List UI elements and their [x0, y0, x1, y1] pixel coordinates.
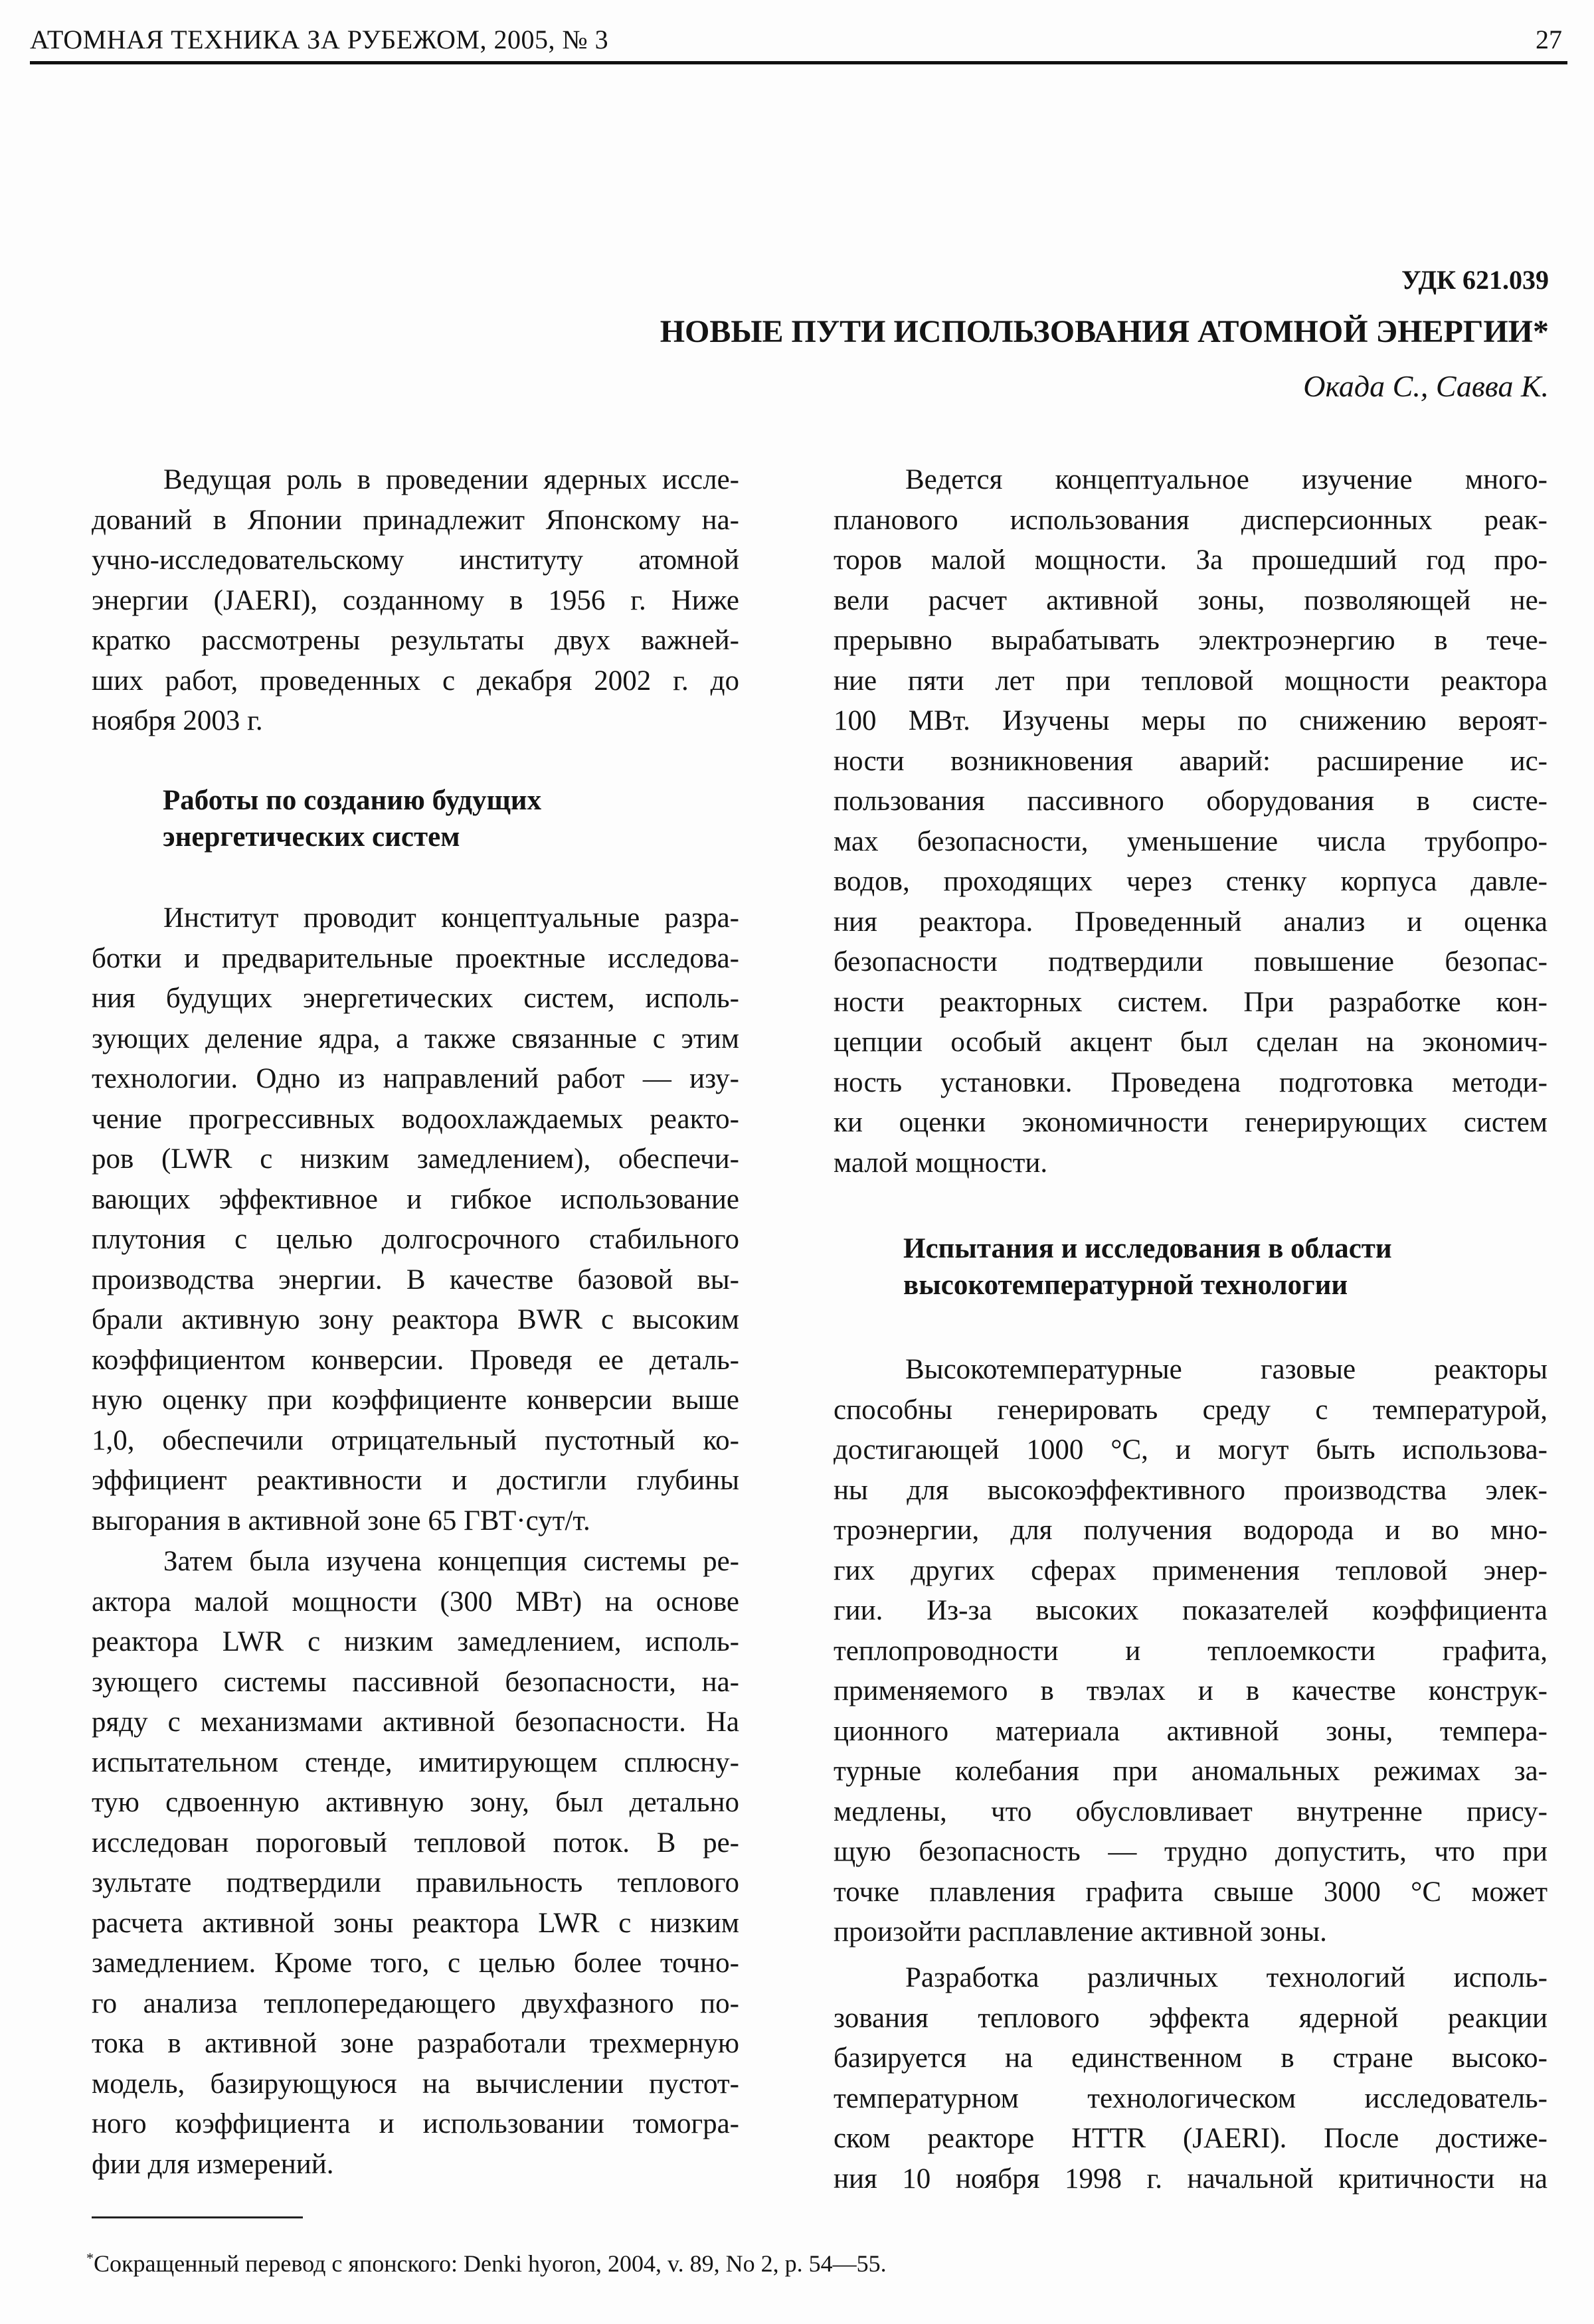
text-line: планового использования дисперсионных реак- — [834, 504, 1548, 536]
text-line: ность установки. Проведена подготовка методи- — [834, 1066, 1548, 1098]
text-line: ров (LWR с низким замедлением), обеспечи- — [92, 1143, 739, 1175]
right-paragraph-3 — [834, 1958, 1548, 2199]
text-line: кратко рассмотрены результаты двух важней- — [92, 625, 739, 656]
text-line: зующего системы пассивной безопасности, на- — [92, 1666, 739, 1698]
text-line: ском реакторе HTTR (JAERI). После достиже- — [834, 2123, 1548, 2154]
text-line: 100 МВт. Изучены меры по снижению вероят- — [834, 705, 1548, 736]
text-line: зультате подтвердили правильность теплового — [92, 1867, 739, 1898]
text-line: ния будущих энергетических систем, исполь- — [92, 983, 739, 1014]
article-authors: Окада С., Савва К. — [1303, 369, 1549, 403]
text-line: учно-исследовательскому институту атомной — [92, 544, 739, 576]
right-section-heading — [903, 1230, 1548, 1303]
text-line: применяемого в твэлах и в качестве конструк- — [834, 1675, 1548, 1706]
text-line: испытательном стенде, имитирующем сплюсну- — [92, 1746, 739, 1778]
heading-line: Испытания и исследования в области — [903, 1233, 1392, 1264]
text-line: точке плавления графита свыше 3000 °С может — [834, 1876, 1548, 1908]
text-line: ния реактора. Проведенный анализ и оценка — [834, 906, 1548, 938]
text-line: ного коэффициента и использовании томогра- — [92, 2108, 739, 2139]
text-line: медлены, что обусловливает внутренне прису- — [834, 1795, 1548, 1827]
footnote-text: Сокращенный перевод с японского: Denki hyoron, 2004, v. 89, No 2, p. 54—55. — [94, 2250, 887, 2277]
text-line: модель, базирующуюся на вычислении пустот- — [92, 2068, 739, 2100]
text-line: плутония с целью долгосрочного стабильного — [92, 1224, 739, 1255]
text-line: Затем была изучена концепция системы ре- — [163, 1546, 739, 1577]
text-line: гих других сферах применения тепловой энер- — [834, 1554, 1548, 1586]
footnote — [86, 2243, 887, 2279]
text-line: ки оценки экономичности генерирующих систем — [834, 1107, 1548, 1138]
left-paragraph-2 — [92, 898, 739, 1541]
text-line: достигающей 1000 °С, и могут быть использова- — [834, 1434, 1548, 1465]
text-line: Ведущая роль в проведении ядерных иссле- — [163, 464, 739, 495]
text-line: теплопроводности и теплоемкости графита, — [834, 1635, 1548, 1667]
text-line: троэнергии, для получения водорода и во мно- — [834, 1515, 1548, 1546]
journal-header: АТОМНАЯ ТЕХНИКА ЗА РУБЕЖОМ, 2005, № 3 — [30, 25, 609, 54]
text-line: Высокотемпературные газовые реакторы — [905, 1354, 1548, 1385]
text-line: зования теплового эффекта ядерной реакции — [834, 2002, 1548, 2034]
text-line: цепции особый акцент был сделан на экономич- — [834, 1027, 1548, 1058]
text-line: ноября 2003 г. — [92, 705, 263, 736]
text-line: вели расчет активной зоны, позволяющей не- — [834, 584, 1548, 616]
text-line: расчета активной зоны реактора LWR с низким — [92, 1907, 739, 1939]
text-line: 1,0, обеспечили отрицательный пустотный ко- — [92, 1424, 739, 1456]
text-line: выгорания в активной зоне 65 ГВТ·сут/т. — [92, 1505, 590, 1536]
text-line: произойти расплавление активной зоны. — [834, 1916, 1327, 1948]
text-line: вающих эффективное и гибкое использование — [92, 1183, 739, 1215]
text-line: малой мощности. — [834, 1147, 1048, 1179]
text-line: энергии (JAERI), созданному в 1956 г. Ниже — [92, 584, 739, 616]
heading-line: высокотемпературной технологии — [903, 1270, 1348, 1301]
text-line: пользования пассивного оборудования в систе- — [834, 786, 1548, 817]
text-line: способны генерировать среду с температурой, — [834, 1394, 1548, 1426]
text-line: коэффициентом конверсии. Проведя ее деталь- — [92, 1344, 739, 1376]
left-paragraph-1 — [92, 460, 739, 742]
left-paragraph-3 — [92, 1542, 739, 2185]
text-line: тока в активной зоне разработали трехмерную — [92, 2028, 739, 2059]
udk-code: УДК 621.039 — [1401, 265, 1549, 295]
text-line: ционного материала активной зоны, темпера- — [834, 1715, 1548, 1747]
footnote-marker: * — [86, 2250, 94, 2266]
right-paragraph-2 — [834, 1350, 1548, 1953]
header-divider — [30, 61, 1567, 64]
text-line: ние пяти лет при тепловой мощности реактора — [834, 665, 1548, 697]
text-line: исследован пороговый тепловой поток. В ре- — [92, 1827, 739, 1859]
text-line: турные колебания при аномальных режимах за- — [834, 1756, 1548, 1787]
text-line: Институт проводит концептуальные разра- — [163, 902, 739, 934]
text-line: ную оценку при коэффициенте конверсии выше — [92, 1384, 739, 1416]
article-title: НОВЫЕ ПУТИ ИСПОЛЬЗОВАНИЯ АТОМНОЙ ЭНЕРГИИ* — [660, 314, 1549, 349]
text-line: чение прогрессивных водоохлаждаемых реакто- — [92, 1103, 739, 1135]
text-line: замедлением. Кроме того, с целью более точно- — [92, 1948, 739, 1979]
text-line: ших работ, проведенных с декабря 2002 г. до — [92, 665, 739, 697]
text-line: актора малой мощности (300 МВт) на основе — [92, 1586, 739, 1618]
text-line: го анализа теплопередающего двухфазного по- — [92, 1987, 739, 2019]
text-line: производства энергии. В качестве базовой вы- — [92, 1264, 739, 1295]
text-line: Разработка различных технологий исполь- — [905, 1962, 1548, 1993]
heading-line: Работы по созданию будущих — [163, 785, 542, 816]
text-line: гии. Из-за высоких показателей коэффициента — [834, 1595, 1548, 1626]
text-line: дований в Японии принадлежит Японскому на- — [92, 504, 739, 536]
text-line: температурном технологическом исследователь- — [834, 2082, 1548, 2114]
text-line: зующих деление ядра, а также связанные с этим — [92, 1023, 739, 1054]
text-line: прерывно вырабатывать электроэнергию в тече- — [834, 625, 1548, 656]
text-line: ности возникновения аварий: расширение ис- — [834, 745, 1548, 777]
page-number: 27 — [1536, 25, 1562, 54]
text-line: мах безопасности, уменьшение числа трубопро- — [834, 825, 1548, 857]
text-line: ботки и предварительные проектные исследова- — [92, 942, 739, 974]
footnote-divider — [92, 2216, 303, 2218]
text-line: безопасности подтвердили повышение безопас- — [834, 946, 1548, 977]
text-line: брали активную зону реактора BWR с высоким — [92, 1304, 739, 1335]
text-line: технологии. Одно из направлений работ — изу- — [92, 1063, 739, 1094]
left-section-heading — [163, 782, 734, 855]
text-line: реактора LWR с низким замедлением, исполь- — [92, 1626, 739, 1657]
text-line: базируется на единственном в стране высоко- — [834, 2042, 1548, 2074]
text-line: щую безопасность — трудно допустить, что при — [834, 1836, 1548, 1867]
text-line: ны для высокоэффективного производства элек- — [834, 1474, 1548, 1506]
right-paragraph-1 — [834, 460, 1548, 1183]
text-line: ряду с механизмами активной безопасности. На — [92, 1706, 739, 1738]
text-line: ности реакторных систем. При разработке кон- — [834, 986, 1548, 1018]
heading-line: энергетических систем — [163, 821, 460, 853]
text-line: водов, проходящих через стенку корпуса давле- — [834, 866, 1548, 897]
text-line: ния 10 ноября 1998 г. начальной критичности на — [834, 2163, 1548, 2195]
text-line: торов малой мощности. За прошедший год про- — [834, 544, 1548, 576]
text-line: эффициент реактивности и достигли глубины — [92, 1465, 739, 1496]
text-line: Ведется концептуальное изучение много- — [905, 464, 1548, 495]
text-line: фии для измерений. — [92, 2148, 334, 2180]
text-line: тую сдвоенную активную зону, был детально — [92, 1787, 739, 1818]
